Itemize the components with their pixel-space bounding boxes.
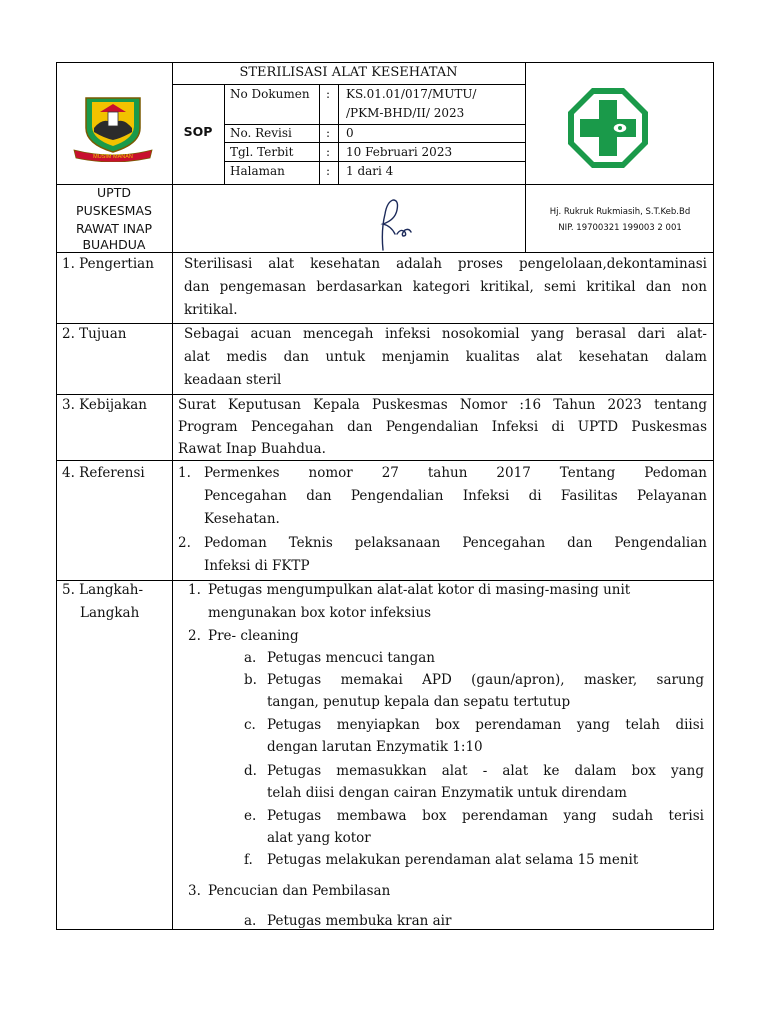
step-2f-line-1: Petugas melakukan perendaman alat selama 15 menit [267,852,639,868]
section-rule-2 [56,394,714,395]
kebijakan-line-3: Rawat Inap Buahdua. [178,441,326,457]
field-sep: : [326,164,331,178]
step-3-title: Pencucian dan Pembilasan [208,883,391,899]
step-2a-num: a. [244,650,257,666]
step-2b-line-2: tangan, penutup kepala dan sepatu tertutup [267,694,571,710]
referensi-1-line-3: Kesehatan. [204,511,280,527]
referensi-2-line-1: Pedoman Teknis pelaksanaan Pencegahan dan Pengendalian [204,535,707,551]
referensi-num-1: 1. [178,465,191,481]
tujuan-line-1: Sebagai acuan mencegah infeksi nosokomial yang berasal dari alat- [184,326,707,342]
step-2b-line-1: Petugas memakai APD (gaun/apron), masker, sarung [267,672,704,688]
header-rule-3 [224,161,525,162]
step-2-title: Pre- cleaning [208,628,299,644]
referensi-2-line-2: Infeksi di FKTP [204,558,310,574]
header-rule-2 [224,142,525,143]
header-divider-sop [224,84,225,184]
step-2d-line-2: telah diisi dengan cairan Enzymatik untuk direndam [267,785,627,801]
field-sep: : [326,87,331,101]
puskesmas-logo-icon [566,86,650,170]
section-rule-1 [56,323,714,324]
official-name: Hj. Rukruk Rukmiasih, S.T.Keb.Bd [549,207,691,217]
org-line-3: RAWAT INAP [75,221,153,236]
step-2e-line-2: alat yang kotor [267,830,371,846]
header-divider-colon [338,84,339,184]
field-sep: : [326,126,331,140]
step-2c-line-2: dengan larutan Enzymatik 1:10 [267,739,483,755]
tujuan-line-2: alat medis dan untuk menjamin kualitas alat kesehatan dalam [184,349,707,365]
step-2-num: 2. [188,628,201,644]
official-nip: NIP. 19700321 199003 2 001 [558,223,682,233]
step-1-line-1: Petugas mengumpulkan alat-alat kotor di masing-masing unit [208,582,631,598]
step-2d-line-1: Petugas memasukkan alat - alat ke dalam box yang [267,763,704,779]
step-2f-num: f. [244,852,253,868]
sop-label: SOP [183,124,213,139]
field-value-no-dokumen-2: /PKM-BHD/II/ 2023 [346,106,465,120]
step-2c-num: c. [244,717,256,733]
frame-right [713,62,714,930]
referensi-num-2: 2. [178,535,191,551]
org-line-2: PUSKESMAS [76,203,152,218]
section-label-kebijakan: 3. Kebijakan [62,397,148,413]
document-title: STERILISASI ALAT KESEHATAN [239,65,458,80]
step-1-line-2: mengunakan box kotor infeksius [208,605,432,621]
header-divider-2 [525,62,526,252]
step-2e-line-1: Petugas membawa box perendaman yang sudah terisi [267,808,704,824]
section-label-referensi: 4. Referensi [62,465,145,481]
field-value-no-revisi: 0 [346,126,354,140]
step-3a-line-1: Petugas membuka kran air [267,913,452,929]
section-label-tujuan: 2. Tujuan [62,326,127,342]
kebijakan-line-2: Program Pencegahan dan Pengendalian Infeksi di UPTD Puskesmas [178,419,707,435]
pengertian-line-3: kritikal. [184,302,238,318]
regency-emblem-icon [70,92,156,162]
pengertian-line-2: dan pengemasan berdasarkan kategori kritikal, semi kritikal dan non [184,279,707,295]
step-2e-num: e. [244,808,257,824]
sop-document [56,62,714,930]
step-3a-num: a. [244,913,257,929]
body-label-divider [172,252,173,930]
section-label-langkah-1: 5. Langkah- [62,582,144,598]
section-label-pengertian: 1. Pengertian [62,256,154,272]
field-value-tgl-terbit: 10 Februari 2023 [346,145,453,159]
step-1-num: 1. [188,582,201,598]
step-2c-line-1: Petugas menyiapkan box perendaman yang telah diisi [267,717,704,733]
org-line-4: BUAHDUA [82,237,146,252]
header-rule-title [172,84,525,85]
org-line-1: UPTD [97,185,131,200]
signature [361,190,421,252]
section-rule-3 [56,460,714,461]
field-value-halaman: 1 dari 4 [346,164,394,178]
step-2d-num: d. [244,763,257,779]
kebijakan-line-1: Surat Keputusan Kepala Puskesmas Nomor :16 Tahun 2023 tentang [178,397,707,413]
step-3-num: 3. [188,883,201,899]
header-divider-label [319,84,320,184]
referensi-1-line-1: Permenkes nomor 27 tahun 2017 Tentang Pedoman [204,465,707,481]
emblem-banner-text: MUSIM MANAN [93,154,133,160]
step-2b-num: b. [244,672,257,688]
frame-top [56,62,714,63]
section-label-langkah-2: Langkah [80,605,140,621]
field-label-no-revisi: No. Revisi [230,126,292,140]
step-2a-line-1: Petugas mencuci tangan [267,650,435,666]
field-label-tgl-terbit: Tgl. Terbit [230,145,294,159]
field-sep: : [326,145,331,159]
field-value-no-dokumen-1: KS.01.01/017/MUTU/ [346,87,477,101]
referensi-1-line-2: Pencegahan dan Pengendalian Infeksi di Fasilitas Pelayanan [204,488,707,504]
header-divider-1 [172,62,173,252]
field-label-halaman: Halaman [230,164,285,178]
field-label-no-dokumen: No Dokumen [230,87,310,101]
tujuan-line-3: keadaan steril [184,372,282,388]
pengertian-line-1: Sterilisasi alat kesehatan adalah proses pengelolaan,dekontaminasi [184,256,707,272]
